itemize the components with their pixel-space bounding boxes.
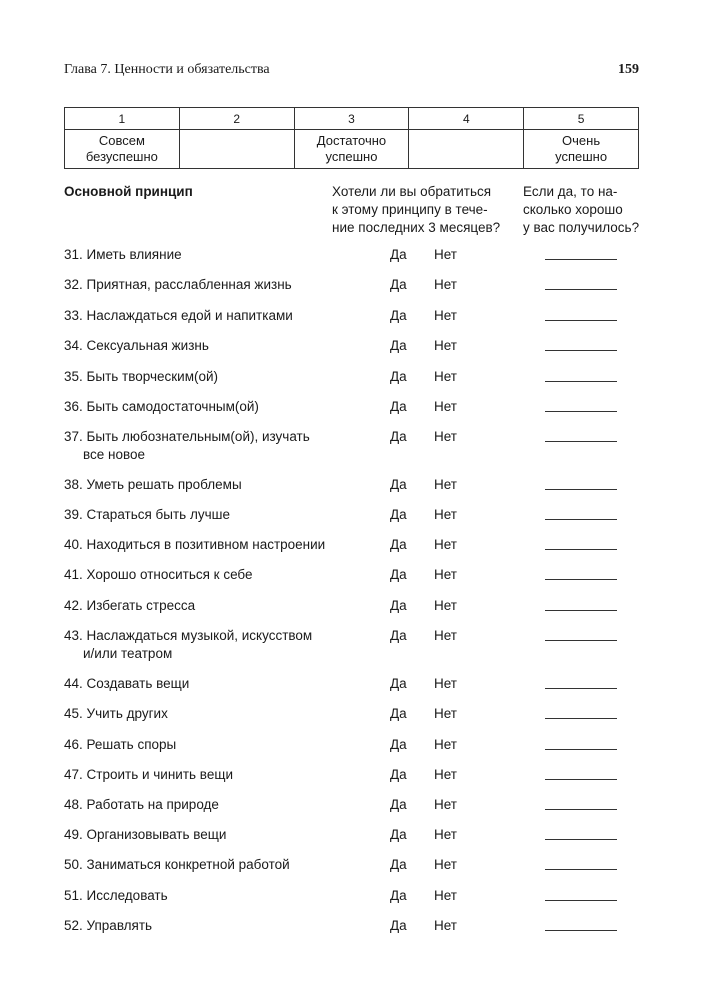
yes-option[interactable]: Да <box>390 706 407 721</box>
yes-option[interactable]: Да <box>390 277 407 292</box>
answer-blank-line[interactable] <box>545 320 617 321</box>
yes-option[interactable]: Да <box>390 477 407 492</box>
answer-blank-line[interactable] <box>545 640 617 641</box>
scale-label <box>409 130 524 169</box>
principle-label: 49. Организовывать вещи <box>64 827 227 842</box>
answer-blank-line[interactable] <box>545 809 617 810</box>
answer-blank-line[interactable] <box>545 441 617 442</box>
scale-number: 5 <box>524 108 639 130</box>
scale-number: 1 <box>65 108 180 130</box>
principle-label: 51. Исследовать <box>64 888 168 903</box>
answer-blank-line[interactable] <box>545 900 617 901</box>
scale-label <box>179 130 294 169</box>
yes-option[interactable]: Да <box>390 338 407 353</box>
yes-option[interactable]: Да <box>390 827 407 842</box>
principle-label: 36. Быть самодостаточным(ой) <box>64 399 259 414</box>
principle-label: 32. Приятная, расслабленная жизнь <box>64 277 292 292</box>
no-option[interactable]: Нет <box>434 537 457 552</box>
no-option[interactable]: Нет <box>434 706 457 721</box>
answer-blank-line[interactable] <box>545 549 617 550</box>
principle-label: 40. Находиться в позитивном настроении <box>64 537 326 552</box>
answer-blank-line[interactable] <box>545 579 617 580</box>
success-column-header: Если да, то на- сколько хорошо у вас получилось? <box>523 184 640 235</box>
yes-option[interactable]: Да <box>390 429 407 444</box>
no-option[interactable]: Нет <box>434 827 457 842</box>
no-option[interactable]: Нет <box>434 676 457 691</box>
principle-label: 37. Быть любознательным(ой), изучать все новое <box>64 429 310 462</box>
page-number: 159 <box>618 62 639 77</box>
answer-blank-line[interactable] <box>545 259 617 260</box>
yes-option[interactable]: Да <box>390 537 407 552</box>
principle-label: 38. Уметь решать проблемы <box>64 477 242 492</box>
principle-label: 47. Строить и чинить вещи <box>64 767 233 782</box>
running-head <box>64 62 639 82</box>
principle-label: 42. Избегать стресса <box>64 598 196 613</box>
no-option[interactable]: Нет <box>434 737 457 752</box>
no-option[interactable]: Нет <box>434 477 457 492</box>
no-option[interactable]: Нет <box>434 399 457 414</box>
no-option[interactable]: Нет <box>434 628 457 643</box>
principle-label: 52. Управлять <box>64 918 153 933</box>
scale-number: 3 <box>294 108 409 130</box>
no-option[interactable]: Нет <box>434 247 457 262</box>
no-option[interactable]: Нет <box>434 507 457 522</box>
yes-option[interactable]: Да <box>390 676 407 691</box>
principle-label: 50. Заниматься конкретной работой <box>64 857 290 872</box>
no-option[interactable]: Нет <box>434 797 457 812</box>
no-option[interactable]: Нет <box>434 598 457 613</box>
principle-label: 35. Быть творческим(ой) <box>64 369 219 384</box>
scale-label: Совсем безуспешно <box>65 130 180 169</box>
principle-label: 39. Стараться быть лучше <box>64 507 230 522</box>
yes-option[interactable]: Да <box>390 308 407 323</box>
answer-blank-line[interactable] <box>545 381 617 382</box>
yes-option[interactable]: Да <box>390 737 407 752</box>
principle-label: 45. Учить других <box>64 706 168 721</box>
scale-number: 4 <box>409 108 524 130</box>
yes-option[interactable]: Да <box>390 628 407 643</box>
answer-blank-line[interactable] <box>545 610 617 611</box>
rating-scale-table <box>64 107 639 169</box>
principle-column-header: Основной принцип <box>64 184 193 199</box>
answer-blank-line[interactable] <box>545 869 617 870</box>
principle-label: 31. Иметь влияние <box>64 247 182 262</box>
answer-blank-line[interactable] <box>545 839 617 840</box>
no-option[interactable]: Нет <box>434 767 457 782</box>
answer-blank-line[interactable] <box>545 411 617 412</box>
chapter-title: Глава 7. Ценности и обязательства <box>64 62 270 77</box>
no-option[interactable]: Нет <box>434 567 457 582</box>
no-option[interactable]: Нет <box>434 429 457 444</box>
answer-blank-line[interactable] <box>545 519 617 520</box>
scale-label: Достаточно успешно <box>294 130 409 169</box>
answer-blank-line[interactable] <box>545 718 617 719</box>
yes-option[interactable]: Да <box>390 918 407 933</box>
yes-option[interactable]: Да <box>390 399 407 414</box>
yes-option[interactable]: Да <box>390 598 407 613</box>
answer-blank-line[interactable] <box>545 779 617 780</box>
yes-option[interactable]: Да <box>390 767 407 782</box>
scale-number: 2 <box>179 108 294 130</box>
principle-label: 41. Хорошо относиться к себе <box>64 567 253 582</box>
yes-option[interactable]: Да <box>390 857 407 872</box>
answer-blank-line[interactable] <box>545 489 617 490</box>
yes-option[interactable]: Да <box>390 247 407 262</box>
no-option[interactable]: Нет <box>434 338 457 353</box>
answer-blank-line[interactable] <box>545 749 617 750</box>
no-option[interactable]: Нет <box>434 918 457 933</box>
principle-label: 46. Решать споры <box>64 737 177 752</box>
no-option[interactable]: Нет <box>434 308 457 323</box>
principle-label: 48. Работать на природе <box>64 797 219 812</box>
answer-blank-line[interactable] <box>545 350 617 351</box>
no-option[interactable]: Нет <box>434 888 457 903</box>
answer-blank-line[interactable] <box>545 289 617 290</box>
principle-label: 34. Сексуальная жизнь <box>64 338 209 353</box>
answer-blank-line[interactable] <box>545 688 617 689</box>
yes-option[interactable]: Да <box>390 797 407 812</box>
no-option[interactable]: Нет <box>434 369 457 384</box>
yes-option[interactable]: Да <box>390 507 407 522</box>
principle-label: 44. Создавать вещи <box>64 676 190 691</box>
no-option[interactable]: Нет <box>434 277 457 292</box>
yes-option[interactable]: Да <box>390 567 407 582</box>
yes-option[interactable]: Да <box>390 888 407 903</box>
scale-label: Очень успешно <box>524 130 639 169</box>
yes-option[interactable]: Да <box>390 369 407 384</box>
principle-label: 33. Наслаждаться едой и напитками <box>64 308 293 323</box>
scale-number-row <box>65 108 639 130</box>
scale-label-row <box>65 130 639 169</box>
questionnaire-header <box>64 183 639 239</box>
question-column-header: Хотели ли вы обратиться к этому принципу в тече- ние последних 3 месяцев? <box>332 184 501 235</box>
answer-blank-line[interactable] <box>545 930 617 931</box>
no-option[interactable]: Нет <box>434 857 457 872</box>
principle-label: 43. Наслаждаться музыкой, искусством и/или театром <box>64 628 313 661</box>
